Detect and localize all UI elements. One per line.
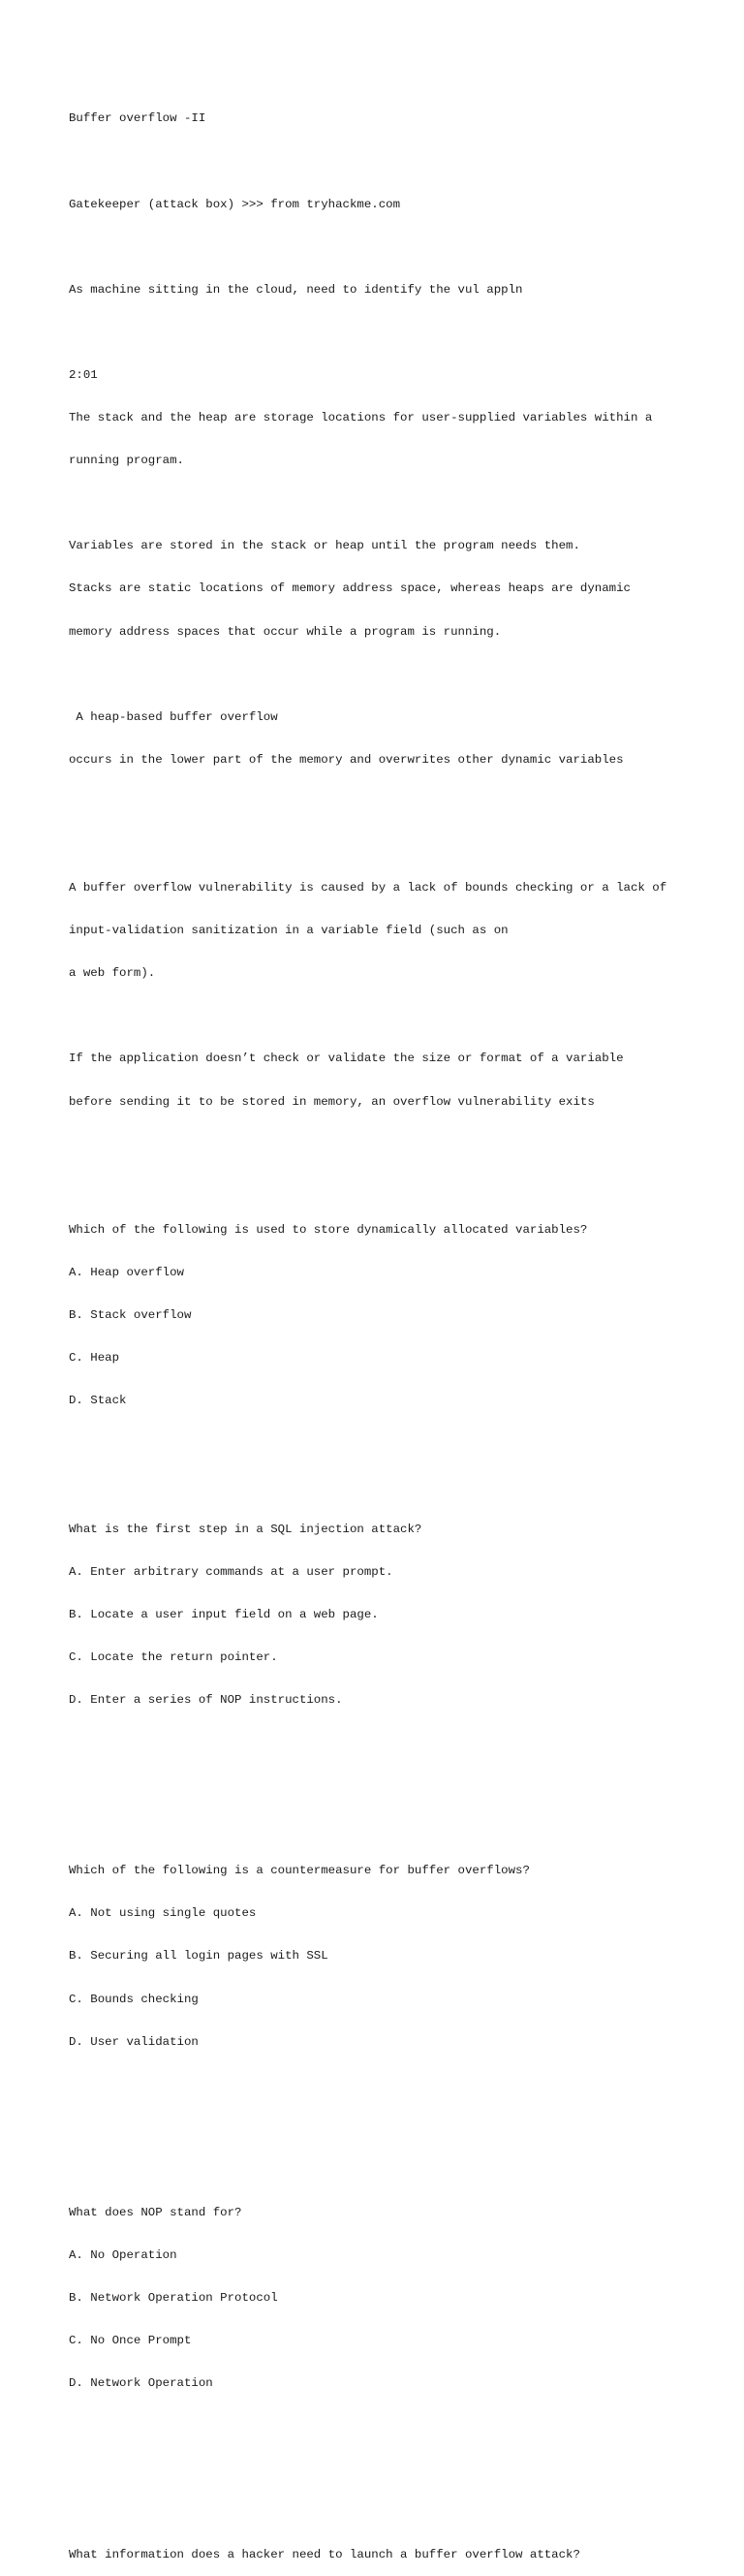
document-line: D. Enter a series of NOP instructions. <box>69 1692 343 1707</box>
document-line: D. User validation <box>69 2034 199 2049</box>
document-line: As machine sitting in the cloud, need to identify the vul appln <box>69 282 523 297</box>
document-line: C. No Once Prompt <box>69 2334 192 2348</box>
document-line <box>69 240 718 255</box>
document-line: running program. <box>69 454 184 468</box>
document-line <box>69 1778 718 1793</box>
document-line: before sending it to be stored in memory, an overflow vulnerability exits <box>69 1094 595 1109</box>
document-line <box>69 668 718 682</box>
document-line: What is the first step in a SQL injection attack? <box>69 1522 422 1536</box>
document-line: Stacks are static locations of memory address space, whereas heaps are dynamic <box>69 581 631 596</box>
document-line: B. Securing all login pages with SSL <box>69 1949 328 1963</box>
document-line <box>69 2463 718 2477</box>
document-line <box>69 2505 718 2520</box>
document-line <box>69 1009 718 1023</box>
document-line: Which of the following is a countermeasure for buffer overflows? <box>69 1864 530 1878</box>
document-body <box>69 83 718 2576</box>
document-line: A. Not using single quotes <box>69 1906 257 1921</box>
document-line <box>69 2419 718 2434</box>
document-line: What does NOP stand for? <box>69 2206 242 2219</box>
document-line: A buffer overflow vulnerability is caused by a lack of bounds checking or a lack of <box>69 881 667 895</box>
document-line: If the application doesn’t check or validate the size or format of a variable <box>69 1052 624 1066</box>
document-line <box>69 1736 718 1750</box>
document-line: Gatekeeper (attack box) >>> from tryhackme.com <box>69 197 401 211</box>
document-line <box>69 496 718 511</box>
document-line: A. Heap overflow <box>69 1265 184 1279</box>
document-line: C. Bounds checking <box>69 1992 199 2006</box>
document-line: C. Locate the return pointer. <box>69 1649 278 1664</box>
document-line: B. Locate a user input field on a web page. <box>69 1607 379 1621</box>
document-line: occurs in the lower part of the memory and overwrites other dynamic variables <box>69 752 624 767</box>
document-line: D. Stack <box>69 1394 127 1408</box>
document-line: The stack and the heap are storage locations for user-supplied variables within a <box>69 411 653 425</box>
document-line <box>69 838 718 853</box>
document-line: A. Enter arbitrary commands at a user prompt. <box>69 1564 393 1579</box>
document-line <box>69 2120 718 2135</box>
document-line: input-validation sanitization in a variable field (such as on <box>69 924 509 938</box>
document-line: 2:01 <box>69 367 98 382</box>
document-line <box>69 2163 718 2178</box>
document-line <box>69 1138 718 1152</box>
document-line <box>69 796 718 810</box>
document-line <box>69 1180 718 1195</box>
document-line: What information does a hacker need to launch a buffer overflow attack? <box>69 2547 580 2561</box>
document-line <box>69 1479 718 1493</box>
document-line <box>69 155 718 170</box>
document-line: memory address spaces that occur while a program is running. <box>69 624 502 639</box>
document-line <box>69 1436 718 1451</box>
document-line: B. Network Operation Protocol <box>69 2291 278 2306</box>
document-line: a web form). <box>69 966 156 981</box>
document-line: Which of the following is used to store dynamically allocated variables? <box>69 1222 588 1237</box>
document-line: A heap-based buffer overflow <box>69 709 278 724</box>
document-line <box>69 2078 718 2092</box>
document-line: C. Heap <box>69 1351 120 1366</box>
document-line: Variables are stored in the stack or heap until the program needs them. <box>69 539 580 553</box>
document-line <box>69 326 718 340</box>
document-line: B. Stack overflow <box>69 1308 192 1323</box>
document-line <box>69 1821 718 1836</box>
document-line: Buffer overflow -II <box>69 111 206 126</box>
document-line: D. Network Operation <box>69 2376 213 2391</box>
document-line: A. No Operation <box>69 2248 177 2263</box>
